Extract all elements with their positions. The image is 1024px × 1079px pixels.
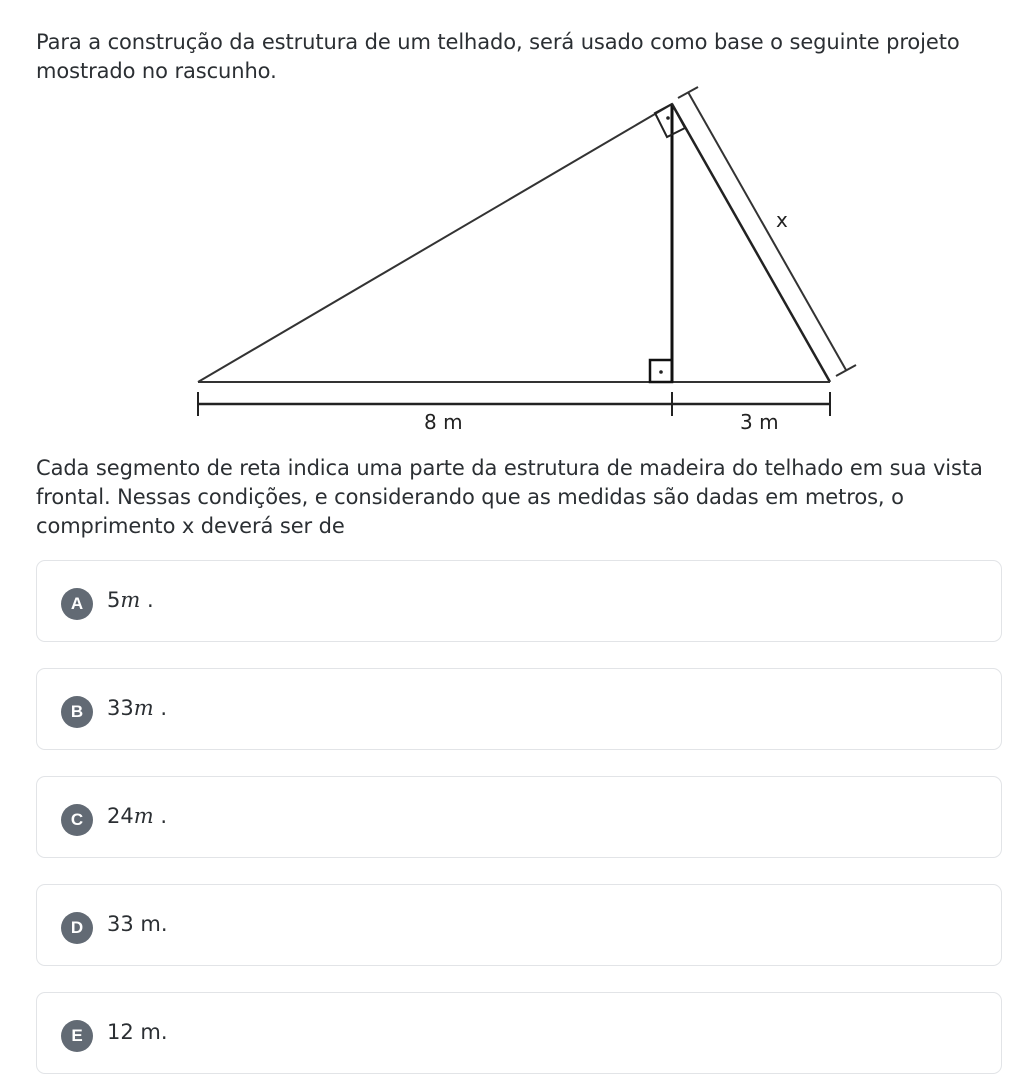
x-dimension-tick-top <box>678 87 698 98</box>
x-dimension-tick-bottom <box>836 365 856 376</box>
option-text: 33m . <box>107 696 168 720</box>
foot-right-angle-dot <box>659 370 663 374</box>
option-text: 33 m. <box>107 912 168 936</box>
left-roof-line <box>198 104 672 382</box>
question-stem-intro: Para a construção da estrutura de um telhado, será usado como base o seguinte projeto mostrado no rascunho. <box>36 30 960 83</box>
option-a[interactable] <box>36 560 1002 642</box>
roof-triangle-diagram <box>0 0 1024 460</box>
label-8m: 8 m <box>424 410 463 434</box>
option-letter-badge: D <box>61 912 93 944</box>
option-letter-badge: C <box>61 804 93 836</box>
question-stem-body: Cada segmento de reta indica uma parte da estrutura de madeira do telhado em sua vista frontal. Nessas condições, e considerando que as medidas são dadas em metros, o comprimento x deverá ser de <box>36 456 983 538</box>
option-text: 24m . <box>107 804 168 828</box>
option-text: 5m . <box>107 588 154 612</box>
option-letter-badge: B <box>61 696 93 728</box>
option-letter-badge: E <box>61 1020 93 1052</box>
option-text: 12 m. <box>107 1020 168 1044</box>
label-x: x <box>776 208 788 232</box>
apex-right-angle-mark <box>655 104 685 137</box>
option-e[interactable] <box>36 992 1002 1074</box>
option-letter-badge: A <box>61 588 93 620</box>
option-c[interactable] <box>36 776 1002 858</box>
option-d[interactable] <box>36 884 1002 966</box>
label-3m: 3 m <box>740 410 779 434</box>
right-roof-line <box>672 104 830 382</box>
option-b[interactable] <box>36 668 1002 750</box>
x-dimension-line <box>688 92 846 370</box>
apex-right-angle-dot <box>666 116 670 120</box>
